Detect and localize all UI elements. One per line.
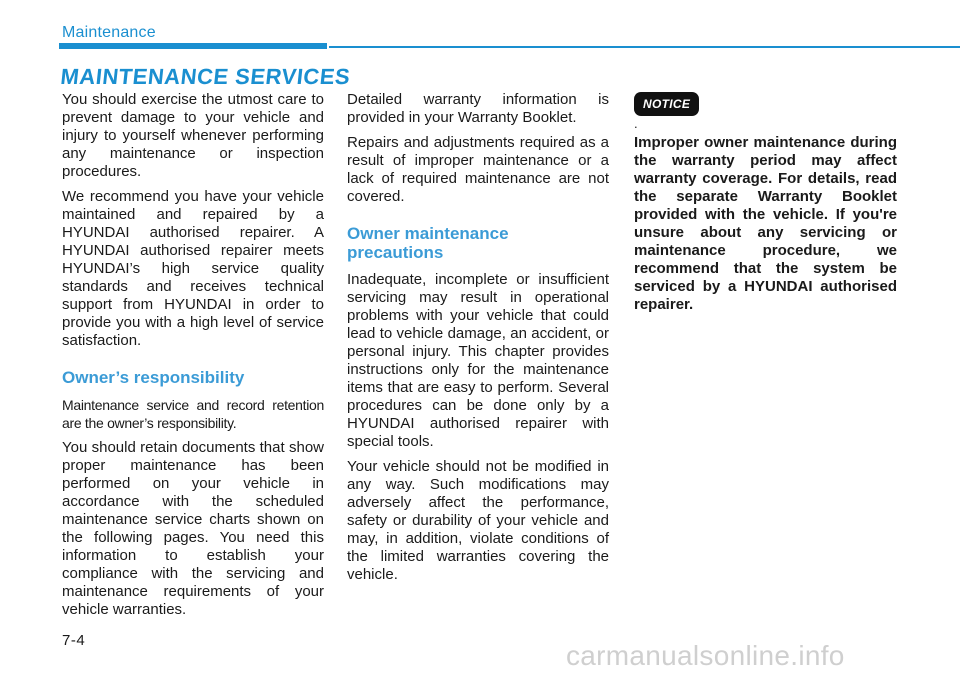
notice-badge: NOTICE <box>634 92 699 116</box>
notice-box <box>634 92 897 314</box>
column-1 <box>62 91 324 626</box>
watermark: carmanualsonline.info <box>566 640 845 671</box>
col2-paragraph-4: Your vehicle should not be modified in any way. Such modifications may adversely affect the performance, safety or durability of your vehicle and may, in addition, violate conditions of the limited warranties covering the vehicle. <box>347 458 609 583</box>
maintenance-precautions-heading: Owner maintenance precautions <box>347 224 509 262</box>
notice-dot: . <box>634 116 638 131</box>
col1-paragraph-1: You should exercise the utmost care to prevent damage to your vehicle and injury to yourself whenever performing any maintenance or inspection procedures. <box>62 91 324 180</box>
section-label: Maintenance <box>62 24 156 41</box>
chapter-title: MAINTENANCE SERVICES <box>59 64 352 89</box>
col1-paragraph-3: Maintenance service and record retention are the owner’s responsibility. <box>62 397 324 431</box>
col1-paragraph-2: We recommend you have your vehicle maintained and repaired by a HYUNDAI authorised repairer. A HYUNDAI authorised repairer meets HYUNDAI’s high service quality standards and receives technical support from HYUNDAI in order to provide you with a high level of service satisfaction. <box>62 188 324 349</box>
column-2 <box>347 91 609 591</box>
col2-paragraph-2: Repairs and adjustments required as a result of improper maintenance or a lack of required maintenance are not covered. <box>347 134 609 205</box>
header-rule-thin <box>329 46 960 48</box>
header-rule-thick <box>59 43 327 49</box>
col2-paragraph-1: Detailed warranty information is provided in your Warranty Booklet. <box>347 91 609 126</box>
page-number: 7-4 <box>62 632 86 649</box>
notice-text: Improper owner maintenance during the warranty period may affect warranty coverage. For details, read the separate Warranty Booklet provided with the vehicle. If you're unsure about any servicing or maintenance procedure, we recommend that the system be serviced by a HYUNDAI authorised repairer. <box>634 134 897 313</box>
col1-paragraph-4: You should retain documents that show proper maintenance has been performed on your vehicle in accordance with the scheduled maintenance service charts shown on the following pages. You need this information to establish your compliance with the servicing and maintenance requirements of your vehicle warranties. <box>62 439 324 618</box>
col2-paragraph-3: Inadequate, incomplete or insufficient servicing may result in operational problems with your vehicle that could lead to vehicle damage, an accident, or personal injury. This chapter provides instructions only for the maintenance items that are easy to perform. Several procedures can be done only by a HYUNDAI authorised repairer with special tools. <box>347 271 609 450</box>
owner-responsibility-heading: Owner’s responsibility <box>62 368 245 387</box>
